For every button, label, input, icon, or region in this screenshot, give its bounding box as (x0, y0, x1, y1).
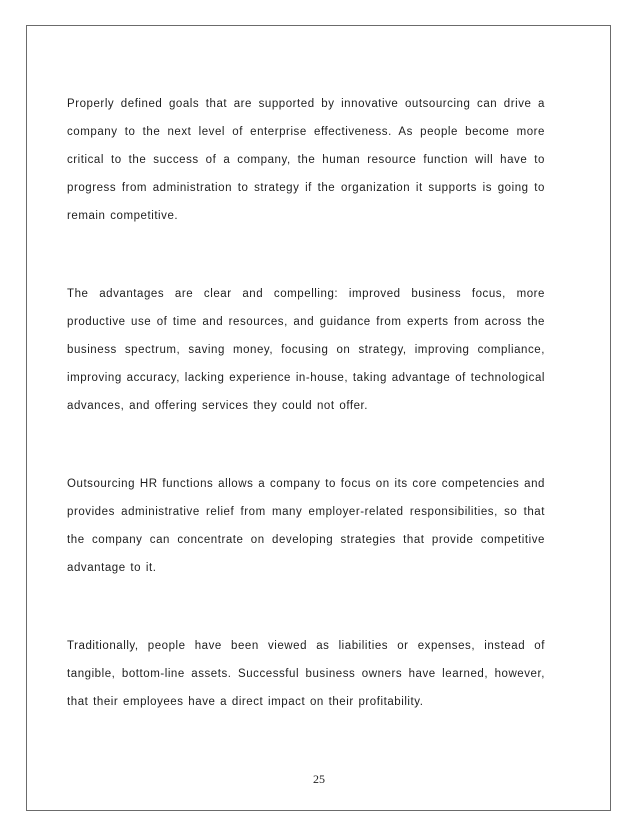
document-body (67, 90, 545, 716)
paragraph-outsourcing-hr: Outsourcing HR functions allows a company to focus on its core competencies and provides administrative relief from many employer-related responsibilities, so that the company can concentrate on developing strategies that provide competitive advantage to it. (67, 478, 545, 574)
paragraph-traditionally: Traditionally, people have been viewed as liabilities or expenses, instead of tangible, bottom-line assets. Successful business owners have learned, however, that their employees have a direct impact on their profitability. (67, 640, 545, 708)
page-number: 25 (313, 772, 325, 786)
paragraph-advantages: The advantages are clear and compelling: improved business focus, more productive use of time and resources, and guidance from experts from across the business spectrum, saving money, focusing on strategy, improving compliance, improving accuracy, lacking experience in-house, taking advantage of technological advances, and offering services they could not offer. (67, 288, 545, 412)
paragraph-goals: Properly defined goals that are supported by innovative outsourcing can drive a company to the next level of enterprise effectiveness. As people become more critical to the success of a company, the human resource function will have to progress from administration to strategy if the organization it supports is going to remain competitive. (67, 98, 545, 222)
